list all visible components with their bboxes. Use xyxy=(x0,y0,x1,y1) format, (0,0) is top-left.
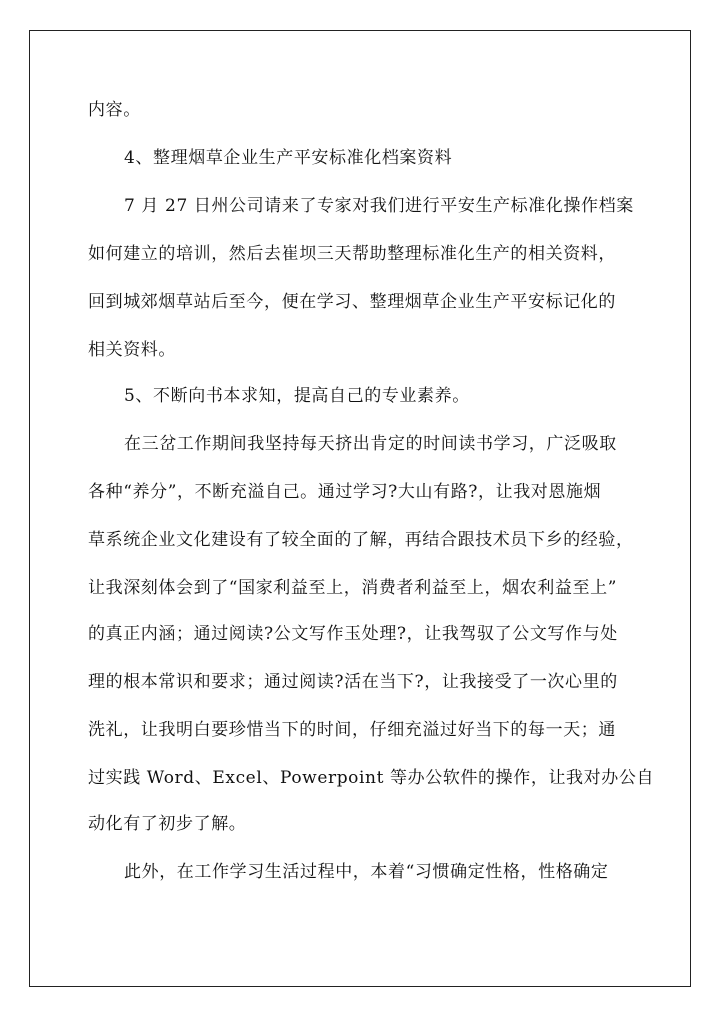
text-line-13: 理的根本常识和要求；通过阅读?活在当下?，让我接受了一次心里的 xyxy=(88,672,618,692)
text-line-15: 过实践 Word、Excel、Powerpoint 等办公软件的操作，让我对办公自 xyxy=(88,768,655,788)
text-line-14: 洗礼，让我明白要珍惜当下的时间，仔细充溢过好当下的每一天；通 xyxy=(88,720,616,740)
section-heading-4: 4、整理烟草企业生产平安标准化档案资料 xyxy=(124,148,453,168)
text-line-11: 让我深刻体会到了“国家利益至上，消费者利益至上，烟农利益至上” xyxy=(88,578,617,598)
text-line-5: 回到城郊烟草站后至今，便在学习、整理烟草企业生产平安标记化的 xyxy=(88,292,616,312)
text-line-8: 在三岔工作期间我坚持每天挤出肯定的时间读书学习，广泛吸取 xyxy=(124,434,617,454)
text-line-12: 的真正内涵；通过阅读?公文写作玉处理?，让我驾驭了公文写作与处 xyxy=(88,624,618,644)
text-line-3: 7 月 27 日州公司请来了专家对我们进行平安生产标准化操作档案 xyxy=(124,196,634,216)
section-heading-5: 5、不断向书本求知，提高自己的专业素养。 xyxy=(124,386,470,406)
text-line-1: 内容。 xyxy=(88,100,141,120)
text-line-9: 各种“养分”，不断充溢自己。通过学习?大山有路?，让我对恩施烟 xyxy=(88,482,602,502)
text-line-10: 草系统企业文化建设有了较全面的了解，再结合跟技术员下乡的经验， xyxy=(88,530,634,550)
text-line-17: 此外，在工作学习生活过程中，本着“习惯确定性格，性格确定 xyxy=(124,862,609,882)
text-line-16: 动化有了初步了解。 xyxy=(88,814,247,834)
text-line-4: 如何建立的培训，然后去崔坝三天帮助整理标准化生产的相关资料， xyxy=(88,244,616,264)
text-line-6: 相关资料。 xyxy=(88,340,176,360)
page-border xyxy=(29,30,691,987)
